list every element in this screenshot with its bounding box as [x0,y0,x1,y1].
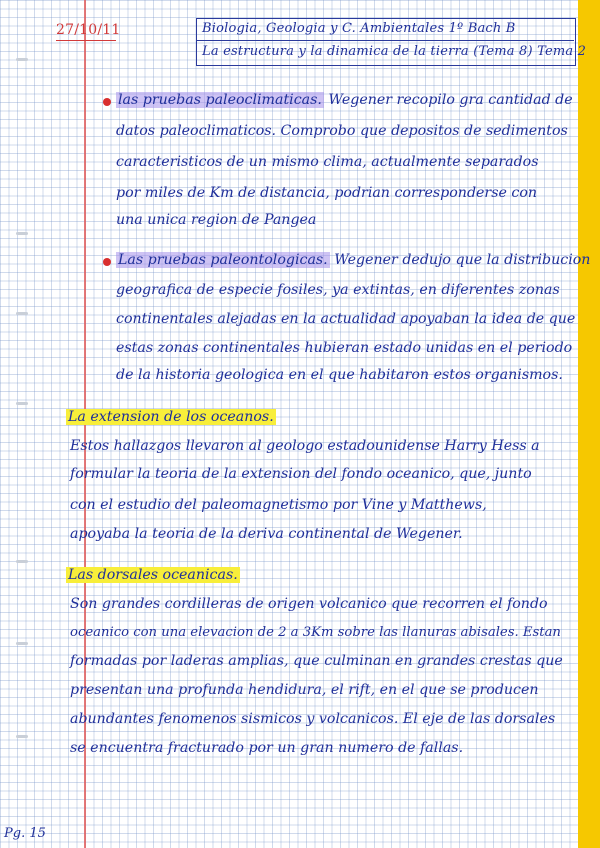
paragraph-line: oceanico con una elevacion de 2 a 3Km sobre las llanuras abisales. Estan [70,625,561,640]
paragraph-line: con el estudio del paleomagnetismo por Vine y Matthews, [70,497,487,513]
header-divider [196,40,574,41]
section-title-paleoclimatic: las pruebas paleoclimaticas. [118,92,322,108]
section-title-extension: La extension de los oceanos. [68,409,274,425]
binder-hole [16,58,28,61]
bullet-icon [103,258,111,266]
paragraph-line: Estos hallazgos llevaron al geologo estadounidense Harry Hess a [70,438,540,454]
paragraph-line: caracteristicos de un mismo clima, actualmente separados [116,154,539,170]
page-edge-yellow [578,0,600,848]
paragraph-line: las pruebas paleoclimaticas. Wegener recopilo gra cantidad de [118,92,573,108]
paragraph-line: se encuentra fracturado por un gran numero de fallas. [70,740,464,756]
paragraph-line: de la historia geologica en el que habitaron estos organismos. [116,367,563,383]
bullet-icon [103,98,111,106]
paragraph-line: geografica de especie fosiles, ya extintas, en diferentes zonas [116,282,560,298]
date: 27/10/11 [56,22,121,38]
paragraph-line: Las pruebas paleontologicas. Wegener dedujo que la distribucion [118,252,591,268]
paragraph-line: formular la teoria de la extension del fondo oceanico, que, junto [70,466,532,482]
paragraph-line: apoyaba la teoria de la deriva continental de Wegener. [70,526,463,542]
paragraph-line: abundantes fenomenos sismicos y volcanicos. El eje de las dorsales [70,711,556,727]
paragraph-line: por miles de Km de distancia, podrian corresponderse con [116,185,538,201]
binder-hole [16,642,28,645]
paragraph-line: formadas por laderas amplias, que culminan en grandes crestas que [70,653,563,669]
header-subject: Biologia, Geologia y C. Ambientales 1º Bach B [202,21,516,36]
paragraph-line: presentan una profunda hendidura, el rift, en el que se producen [70,682,539,698]
binder-hole [16,560,28,563]
paragraph-line: estas zonas continentales hubieran estado unidas en el periodo [116,340,573,356]
binder-hole [16,735,28,738]
binder-hole [16,232,28,235]
page-number: Pg. 15 [4,826,46,841]
binder-hole [16,402,28,405]
paragraph-line [66,567,240,583]
section-title-paleontologic: Las pruebas paleontologicas. [118,252,328,268]
paragraph-line: continentales alejadas en la actualidad apoyaban la idea de que [116,311,576,327]
header-topic: La estructura y la dinamica de la tierra (Tema 8) Tema 2 [202,44,587,59]
paragraph-line: una unica region de Pangea [116,212,317,228]
paragraph-line [66,409,276,425]
paragraph-line: datos paleoclimaticos. Comprobo que depositos de sedimentos [116,123,568,139]
paragraph-line: Son grandes cordilleras de origen volcanico que recorren el fondo [70,596,548,612]
binder-hole [16,312,28,315]
section-title-dorsales: Las dorsales oceanicas. [68,567,238,583]
date-underline [56,40,116,41]
